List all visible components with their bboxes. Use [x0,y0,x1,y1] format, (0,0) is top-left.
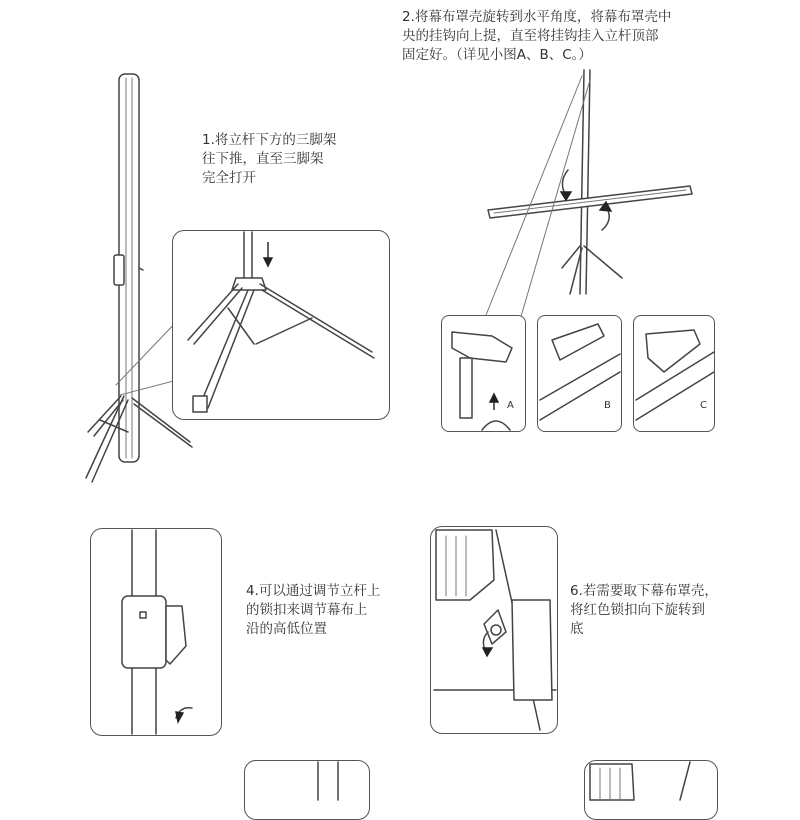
step1-instruction: 1.将立杆下方的三脚架 往下推，直至三脚架 完全打开 [202,132,337,186]
detail-b-label: B [604,400,611,411]
detail-c-label: C [700,400,707,411]
step4-instruction: 4.可以通过调节立杆上 的锁扣来调节幕布上 沿的高低位置 [246,583,381,637]
step6-instruction: 6.若需要取下幕布罩壳， 将红色锁扣向下旋转到 底 [570,583,718,637]
step2-instruction: 2.将幕布罩壳旋转到水平角度，将幕布罩壳中 央的挂钩向上提，直至将挂钩挂入立杆顶部 固定好。（详见小图A、B、C。） [402,9,672,63]
detail-a-label: A [507,400,514,411]
